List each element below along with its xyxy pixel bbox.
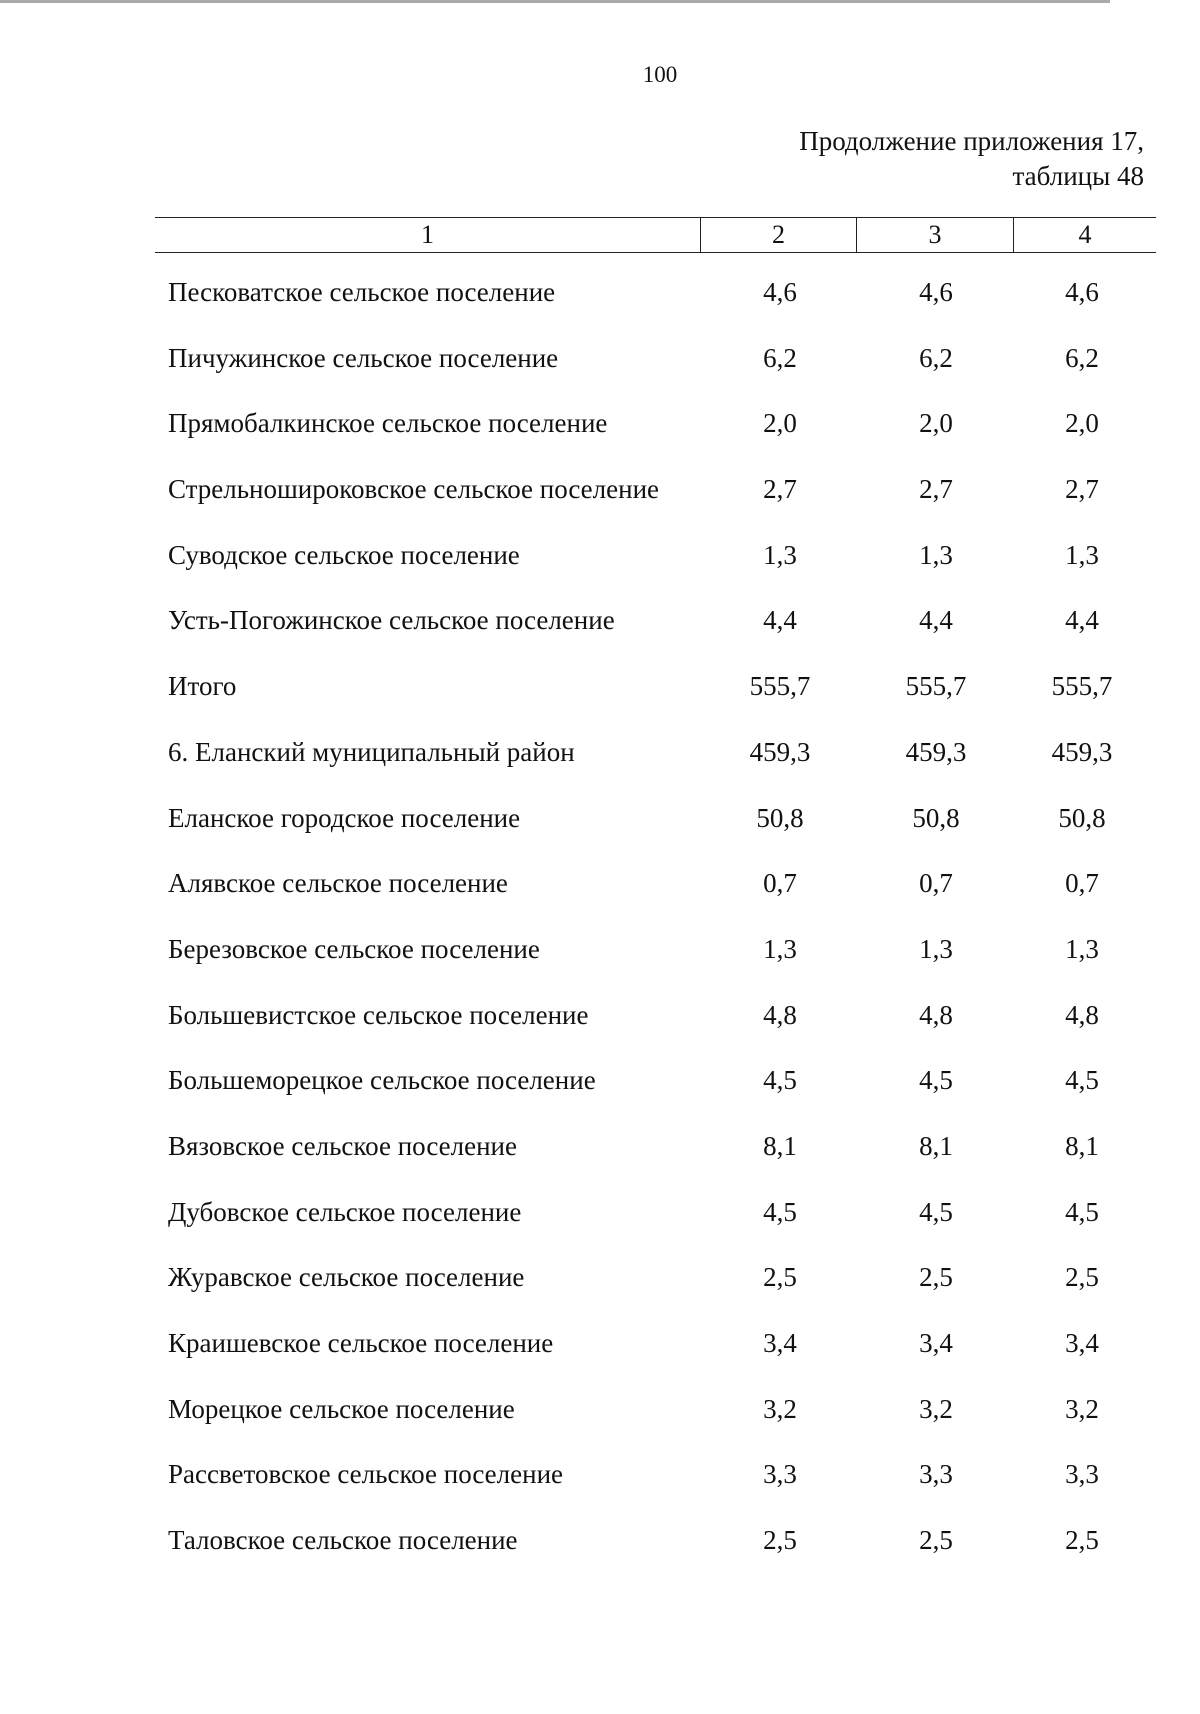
row-value-col-4: 555,7 <box>1051 671 1113 702</box>
row-value-col-4: 4,5 <box>1065 1065 1099 1096</box>
row-value-col-3: 2,5 <box>919 1262 953 1293</box>
row-value-col-3: 1,3 <box>919 933 953 964</box>
header-col-3: 3 <box>857 218 1014 252</box>
row-value-col-4: 8,1 <box>1065 1130 1099 1161</box>
row-value-col-4: 50,8 <box>1058 802 1106 833</box>
continuation-line-1: Продолжение приложения 17, <box>799 126 1144 156</box>
page-number: 100 <box>642 62 678 87</box>
row-value-col-4: 1,3 <box>1065 933 1099 964</box>
row-value-col-4: 3,3 <box>1065 1459 1099 1490</box>
row-value-col-2: 4,6 <box>763 277 797 307</box>
row-value-col-4: 3,2 <box>1065 1393 1099 1424</box>
row-name: Таловское сельское поселение <box>168 1525 518 1556</box>
row-value-col-2: 3,3 <box>763 1459 797 1490</box>
row-value-col-4: 0,7 <box>1065 868 1099 899</box>
table-row <box>0 267 1200 333</box>
table-header <box>155 217 1156 253</box>
row-name: Еланское городское поселение <box>168 802 521 833</box>
row-value-col-2: 2,0 <box>763 408 797 439</box>
row-value-col-4: 2,7 <box>1065 474 1099 505</box>
table-row <box>0 1515 1200 1581</box>
table-row <box>0 398 1200 464</box>
table-row <box>0 464 1200 530</box>
table-row <box>0 924 1200 990</box>
table-row <box>0 793 1200 859</box>
row-value-col-2: 2,7 <box>763 474 797 505</box>
row-value-col-4: 4,8 <box>1065 999 1099 1030</box>
row-value-col-3: 4,8 <box>919 999 953 1030</box>
row-value-col-3: 4,5 <box>919 1065 953 1096</box>
table-body <box>0 267 1200 1581</box>
row-value-col-4: 4,6 <box>1065 277 1099 307</box>
row-value-col-3: 2,5 <box>919 1525 953 1556</box>
header-col-4: 4 <box>1078 220 1092 249</box>
row-value-col-3: 2,7 <box>919 474 953 505</box>
table-row <box>0 1055 1200 1121</box>
table-row <box>0 1318 1200 1384</box>
row-name: Дубовское сельское поселение <box>168 1196 522 1227</box>
row-name: Пичужинское сельское поселение <box>168 342 559 373</box>
row-value-col-3: 50,8 <box>912 802 960 833</box>
row-name: Итого <box>168 671 237 702</box>
table-row <box>0 1121 1200 1187</box>
row-value-col-3: 4,4 <box>919 605 953 636</box>
row-value-col-3: 2,0 <box>919 408 953 439</box>
header-col-2: 2 <box>701 218 857 252</box>
row-value-col-3: 3,3 <box>919 1459 953 1490</box>
row-value-col-4: 1,3 <box>1065 539 1099 570</box>
table-row <box>0 1384 1200 1450</box>
row-value-col-3: 8,1 <box>919 1130 953 1161</box>
row-value-col-2: 2,5 <box>763 1262 797 1293</box>
row-value-col-2: 555,7 <box>749 671 811 702</box>
table-row <box>0 1252 1200 1318</box>
row-value-col-2: 459,3 <box>749 736 811 767</box>
row-name: 6. Еланский муниципальный район <box>168 736 575 767</box>
row-value-col-2: 4,4 <box>763 605 797 636</box>
scan-edge-line <box>0 0 1110 3</box>
row-name: Стрельноширoковское сельское поселение <box>168 474 660 505</box>
row-value-col-3: 3,2 <box>919 1393 953 1424</box>
row-value-col-3: 4,6 <box>919 277 953 307</box>
row-value-col-2: 2,5 <box>763 1525 797 1556</box>
row-name: Алявское сельское поселение <box>168 868 508 899</box>
row-name: Песковатское сельское поселение <box>168 277 556 307</box>
row-value-col-4: 2,0 <box>1065 408 1099 439</box>
row-value-col-2: 1,3 <box>763 933 797 964</box>
row-value-col-2: 4,5 <box>763 1065 797 1096</box>
row-value-col-4: 3,4 <box>1065 1328 1099 1358</box>
row-value-col-4: 459,3 <box>1051 736 1113 767</box>
row-name: Краишевское сельское поселение <box>168 1328 554 1358</box>
row-name: Усть-Погожинское сельское поселение <box>168 605 615 636</box>
table-row <box>0 595 1200 661</box>
table-row <box>0 1449 1200 1515</box>
row-name: Вязовское сельское поселение <box>168 1130 517 1161</box>
row-value-col-2: 3,4 <box>763 1328 797 1358</box>
table-row <box>0 530 1200 596</box>
row-value-col-4: 6,2 <box>1065 342 1099 373</box>
row-value-col-3: 3,4 <box>919 1328 953 1358</box>
row-name: Большевистское сельское поселение <box>168 999 589 1030</box>
row-value-col-4: 2,5 <box>1065 1262 1099 1293</box>
row-name: Березовское сельское поселение <box>168 933 540 964</box>
row-name: Суводское сельское поселение <box>168 539 520 570</box>
row-value-col-2: 8,1 <box>763 1130 797 1161</box>
row-value-col-2: 4,8 <box>763 999 797 1030</box>
row-value-col-4: 2,5 <box>1065 1525 1099 1556</box>
row-value-col-4: 4,4 <box>1065 605 1099 636</box>
table-row <box>0 333 1200 399</box>
row-value-col-2: 3,2 <box>763 1393 797 1424</box>
row-name: Морецкое сельское поселение <box>168 1393 515 1424</box>
row-value-col-2: 1,3 <box>763 539 797 570</box>
table-row <box>0 858 1200 924</box>
header-col-1: 1 <box>155 218 701 252</box>
row-value-col-3: 1,3 <box>919 539 953 570</box>
row-name: Прямобалкинское сельское поселение <box>168 408 608 439</box>
continuation-note <box>799 124 1144 194</box>
row-name: Журавское сельское поселение <box>168 1262 525 1293</box>
row-value-col-3: 6,2 <box>919 342 953 373</box>
continuation-line-2: таблицы 48 <box>1012 161 1144 191</box>
row-value-col-3: 0,7 <box>919 868 953 899</box>
table-row <box>0 661 1200 727</box>
row-value-col-3: 4,5 <box>919 1196 953 1227</box>
row-value-col-3: 555,7 <box>905 671 967 702</box>
row-value-col-2: 4,5 <box>763 1196 797 1227</box>
table-row <box>0 1187 1200 1253</box>
table-row <box>0 990 1200 1056</box>
row-value-col-4: 4,5 <box>1065 1196 1099 1227</box>
row-name: Рассветовское сельское поселение <box>168 1459 564 1490</box>
table-row <box>0 727 1200 793</box>
row-value-col-2: 6,2 <box>763 342 797 373</box>
row-value-col-2: 50,8 <box>756 802 804 833</box>
row-value-col-3: 459,3 <box>905 736 967 767</box>
row-value-col-2: 0,7 <box>763 868 797 899</box>
row-name: Большеморецкое сельское поселение <box>168 1065 596 1096</box>
